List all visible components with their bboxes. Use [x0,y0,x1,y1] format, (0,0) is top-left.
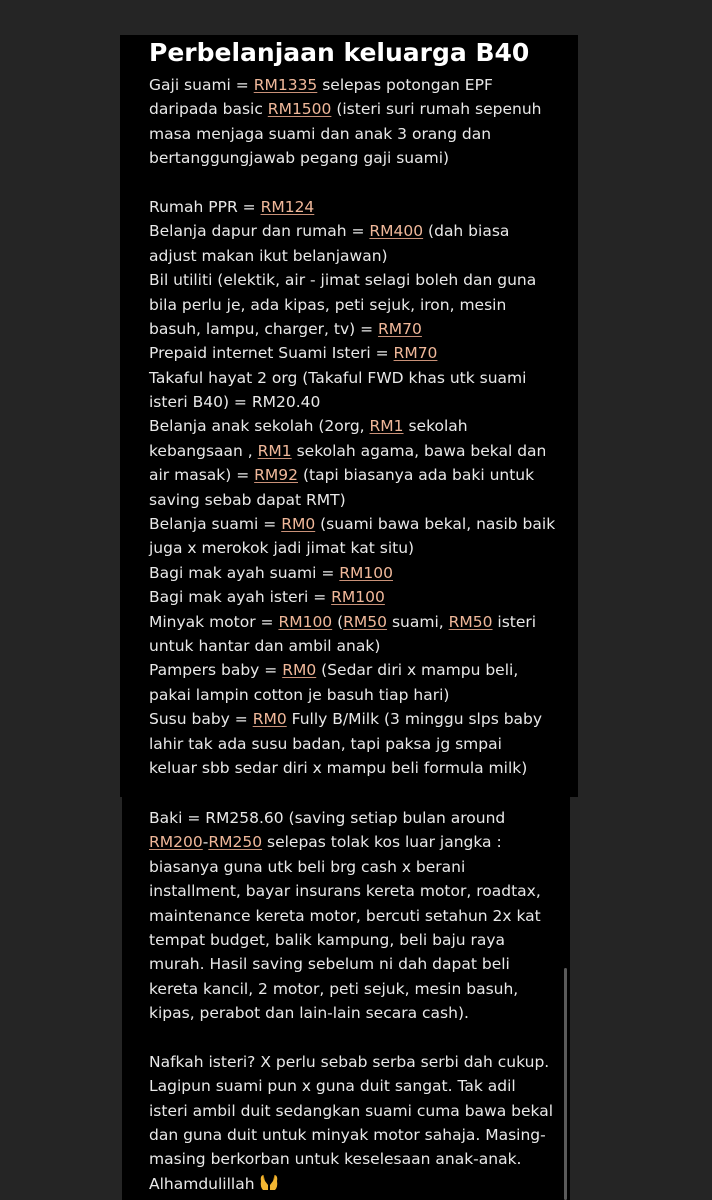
amount-link[interactable]: RM0 [281,515,316,534]
text-segment: Bagi mak ayah isteri = [149,588,332,607]
text-segment: isteri [492,612,537,631]
text-segment: maintenance kereta motor, bercuti setahun 2x kat [149,906,541,925]
text-line [149,390,559,414]
text-segment: Nafkah isteri? X perlu sebab serba serbi dah cukup. [149,1052,550,1071]
text-line [149,806,559,830]
amount-link[interactable]: RM70 [378,319,422,338]
text-line [149,928,559,952]
text-segment: Belanja anak sekolah (2org, [149,417,370,436]
text-segment: ( [332,612,344,631]
text-line [149,1099,559,1123]
text-segment: selepas potongan EPF [317,76,493,94]
text-line [149,244,559,268]
text-segment: bila perlu je, ada kipas, peti sejuk, iron, mesin [149,295,507,314]
text-line [149,830,559,854]
amount-link[interactable]: RM50 [448,612,493,631]
text-line [149,879,559,903]
text-segment: Alhamdulillah [149,1174,255,1193]
text-line [149,1123,559,1147]
text-line [149,561,559,585]
text-line [149,977,559,1001]
text-line [149,1172,559,1196]
text-line [149,414,559,438]
amount-link[interactable]: RM1500 [267,100,332,119]
text-segment: (dah biasa [423,222,510,241]
text-segment: kebangsaan , [149,441,258,460]
amount-link[interactable]: RM50 [343,612,388,631]
scrollbar[interactable] [564,968,567,1200]
text-segment: kereta kancil, 2 motor, peti sejuk, mesin basuh, [149,979,519,998]
amount-link[interactable]: RM124 [260,197,315,216]
text-line [149,610,559,634]
text-segment: Pampers baby = [149,661,283,680]
text-line [149,707,559,731]
amount-link[interactable]: RM100 [331,588,385,607]
text-segment: daripada basic [149,100,268,119]
text-segment: (Sedar diri x mampu beli, [316,661,519,680]
note-body-top [149,73,559,780]
text-line [149,756,559,780]
text-segment: saving sebab dapat RMT) [149,490,346,509]
text-line [149,73,559,97]
amount-link[interactable]: RM400 [369,222,424,241]
text-segment: Prepaid internet Suami Isteri = [149,344,394,363]
text-segment: Lagipun suami pun x guna duit sangat. Tak adil [149,1077,516,1096]
text-line [149,952,559,976]
text-segment: tempat budget, balik kampung, beli baju raya [149,930,506,949]
text-segment: biasanya guna utk beli brg cash x berani [149,857,466,876]
text-segment: dan guna duit untuk minyak motor sahaja. Masing- [149,1126,546,1145]
text-line [149,366,559,390]
text-segment: Minyak motor = [149,612,279,631]
text-segment: Belanja dapur dan rumah = [149,222,370,241]
text-segment: juga x merokok jadi jimat kat situ) [149,539,415,558]
text-line [149,1001,559,1025]
text-line [149,536,559,560]
text-segment: sekolah agama, bawa bekal dan [291,441,547,460]
text-segment: Bagi mak ayah suami = [149,563,340,582]
text-line [149,463,559,487]
text-segment: sekolah [403,417,468,436]
text-line [149,512,559,536]
note-body-bottom [149,806,559,1196]
amount-link[interactable]: RM100 [339,563,394,582]
text-segment: basuh, lampu, charger, tv) = [149,319,379,338]
amount-link[interactable]: RM0 [252,710,287,729]
text-line [149,1050,559,1074]
text-segment: (tapi biasanya ada baki untuk [298,466,535,485]
text-segment: air masak) = [149,466,255,485]
text-segment: Belanja suami = [149,515,282,534]
amount-link[interactable]: RM1335 [253,76,318,94]
blank-line [149,171,559,195]
text-line [149,1147,559,1171]
text-segment: adjust makan ikut belanjawan) [149,246,388,265]
text-segment: installment, bayar insurans kereta motor, roadtax, [149,882,541,901]
text-segment: Susu baby = [149,710,253,729]
amount-link[interactable]: RM70 [393,344,438,363]
text-segment: kipas, perabot dan lain-lain secara cash). [149,1004,469,1023]
text-line [149,293,559,317]
amount-link[interactable]: RM1 [369,417,404,436]
text-line [149,634,559,658]
text-segment: Rumah PPR = [149,197,261,216]
text-line [149,195,559,219]
text-segment: keluar sbb sedar diri x mampu beli formula milk) [149,758,528,777]
text-segment: pakai lampin cotton je basuh tiap hari) [149,685,450,704]
amount-link[interactable]: RM0 [282,661,317,680]
text-line [149,855,559,879]
text-line [149,585,559,609]
text-segment: bertanggungjawab pegang gaji suami) [149,149,450,168]
text-segment: selepas tolak kos luar jangka : [262,833,502,852]
text-line [149,97,559,121]
text-segment: untuk hantar dan ambil anak) [149,636,381,655]
text-line [149,904,559,928]
text-line [149,268,559,292]
text-line [149,341,559,365]
text-line [149,439,559,463]
blank-line [149,1026,559,1050]
text-line [149,683,559,707]
text-segment: Takaful hayat 2 org (Takaful FWD khas utk suami [149,368,527,387]
text-line [149,658,559,682]
text-line [149,732,559,756]
text-line [149,317,559,341]
amount-link[interactable]: RM100 [278,612,333,631]
text-segment: isteri ambil duit sedangkan suami cuma bawa bekal [149,1101,554,1120]
amount-link[interactable]: RM250 [208,833,263,852]
amount-link[interactable]: RM1 [257,441,292,460]
text-segment: (isteri suri rumah sepenuh [331,100,542,119]
text-segment: (suami bawa bekal, nasib baik [315,515,556,534]
text-line [149,219,559,243]
text-segment: murah. Hasil saving sebelum ni dah dapat beli [149,955,510,974]
text-segment: masing berkorban untuk keselesaan anak-anak. [149,1150,522,1169]
text-segment: isteri B40) = RM20.40 [149,393,321,412]
text-segment: Bil utiliti (elektik, air - jimat selagi boleh dan guna [149,271,537,290]
text-segment: Fully B/Milk (3 minggu slps baby [286,710,543,729]
palms-up-together-icon [259,1173,279,1198]
text-segment: masa menjaga suami dan anak 3 orang dan [149,124,492,143]
amount-link[interactable]: RM200 [149,833,203,852]
text-line [149,1074,559,1098]
page-title: Perbelanjaan keluarga B40 [149,38,530,67]
text-line [149,488,559,512]
text-segment: suami, [387,612,449,631]
text-line [149,146,559,170]
text-line [149,122,559,146]
text-segment: - [202,833,209,852]
amount-link[interactable]: RM92 [254,466,299,485]
text-segment: Baki = RM258.60 (saving setiap bulan around [149,809,506,827]
text-segment: lahir tak ada susu badan, tapi paksa jg smpai [149,734,502,753]
text-segment: Gaji suami = [149,76,254,94]
